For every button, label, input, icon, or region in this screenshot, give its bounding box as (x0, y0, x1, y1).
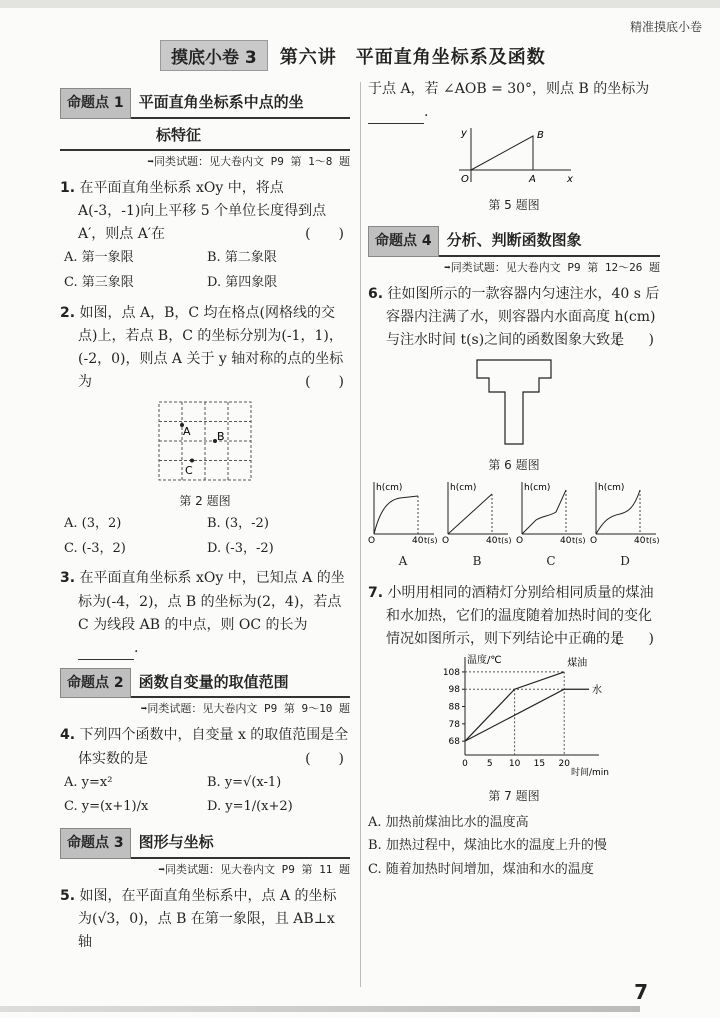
q2-text: 如图，点 A，B，C 均在格点(网格线的交点)上，若点 B，C 的坐标分别为(-1，1)，(-2，0)，则点 A 关于 y 轴对称的点的坐标为 (78, 304, 344, 391)
q4-option-b[interactable]: B. y=√(x-1) (207, 774, 282, 790)
left-column (60, 84, 350, 954)
question-6 (368, 283, 660, 352)
section-3-tag: 命题点 3 (60, 828, 131, 859)
q7-answer-paren[interactable]: ( ) (615, 630, 654, 647)
q4-option-d[interactable]: D. y=1/(x+2) (207, 799, 293, 815)
q5-label-o: O (461, 174, 469, 186)
question-1 (60, 177, 350, 246)
q6-b-origin: O (442, 535, 450, 544)
bottom-strip (0, 1006, 640, 1012)
q1-number: 1. (60, 180, 76, 197)
q6-curve-c (522, 490, 566, 534)
title-row (160, 40, 546, 71)
q6-d-xlabel: t(s) (646, 535, 660, 544)
q3-answer-blank[interactable] (78, 646, 134, 660)
q6-b-tick: 40 (486, 535, 498, 544)
y-tick-label: 98 (448, 685, 460, 696)
section-1-ref: ➡同类试题：见大卷内文 P9 第 1～8 题 (147, 155, 350, 168)
q5-answer-blank[interactable] (368, 110, 424, 124)
q4-option-a[interactable]: A. y=x² (64, 774, 113, 790)
q6-text: 往如图所示的一款容器内匀速注水，40 s 后容器内注满了水，则容器内水面高度 h(cm)与注水时间 t(s)之间的函数图象大致是 (386, 285, 660, 348)
q2-answer-paren[interactable]: ( ) (305, 374, 344, 391)
q5-continued (368, 78, 660, 124)
section-4-header (368, 226, 660, 257)
q6-graph-a (368, 480, 438, 572)
label-c: C (185, 464, 193, 478)
q6-choice-c[interactable]: C (546, 553, 556, 568)
q6-c-xlabel: t(s) (572, 535, 586, 544)
q6-a-origin: O (368, 535, 376, 544)
series-label-1: 水 (592, 685, 602, 697)
q6-answer-paren[interactable]: ( ) (615, 331, 654, 348)
q5-label-a: A (529, 174, 536, 186)
q5-triangle-figure (449, 124, 579, 188)
q4-options (60, 771, 350, 820)
y-tick-label: 88 (448, 702, 460, 713)
q6-choice-d[interactable]: D (620, 553, 630, 568)
q5-end: . (424, 104, 429, 121)
section-4-title: 分析、判断函数图象 (439, 226, 660, 257)
q5-text-a: 如图，在平面直角坐标系中，点 A 的坐标为(√3，0)，点 B 在第一象限，且 AB⊥x 轴 (78, 887, 337, 950)
q5-triangle (471, 136, 533, 170)
q6-d-tick: 40 (634, 535, 646, 544)
q1-option-a[interactable]: A. 第一象限 (64, 250, 134, 266)
q1-options (60, 246, 350, 295)
section-2-header (60, 668, 350, 699)
series-label: 精准摸底小卷 (629, 20, 702, 34)
q6-caption: 第 6 题图 (488, 458, 540, 473)
q6-curve-d (596, 490, 640, 534)
question-4 (60, 724, 350, 770)
q7-caption: 第 7 题图 (488, 789, 540, 804)
x-tick-label: 0 (462, 759, 468, 770)
q5-label-b: B (537, 130, 544, 142)
q3-number: 3. (60, 570, 76, 587)
q5-label-y: y (461, 128, 467, 140)
point-c (190, 459, 194, 463)
q6-graph-b (442, 480, 512, 572)
q7-option-b[interactable]: B. 加热过程中，煤油比水的温度上升的慢 (368, 838, 607, 854)
y-tick-label: 108 (442, 667, 460, 678)
q1-option-c[interactable]: C. 第三象限 (64, 275, 134, 291)
q2-option-a[interactable]: A. (3，2) (64, 516, 122, 532)
q7-temperature-chart (419, 651, 609, 779)
q1-answer-paren[interactable]: ( ) (305, 226, 344, 243)
label-a: A (183, 425, 191, 439)
x-tick-label: 5 (486, 759, 493, 770)
title-box: 摸底小卷 3 (160, 40, 268, 71)
q5-text-b: 于点 A，若 ∠AOB = 30°，则点 B 的坐标为 (368, 81, 650, 97)
q5-caption: 第 5 题图 (488, 198, 540, 213)
q2-option-d[interactable]: D. (-3，-2) (207, 540, 274, 556)
container-shape (469, 356, 559, 448)
q6-a-ylabel: h(cm) (376, 482, 403, 493)
q6-number: 6. (368, 285, 384, 302)
q6-a-tick: 40 (412, 535, 424, 544)
question-5 (60, 885, 350, 954)
section-4-tag: 命题点 4 (368, 226, 439, 257)
q7-option-c[interactable]: C. 随着加热时间增加，煤油和水的温度 (368, 861, 594, 877)
q7-figure (368, 651, 660, 807)
q4-answer-paren[interactable]: ( ) (305, 750, 344, 767)
q6-b-xlabel: t(s) (498, 535, 512, 544)
q6-c-origin: O (516, 535, 524, 544)
q6-graph-c (516, 480, 586, 572)
series-line-1 (465, 689, 589, 741)
x-tick-label: 15 (533, 759, 546, 770)
q4-text: 下列四个函数中，自变量 x 的取值范围是全体实数的是 (78, 727, 349, 767)
section-2-title: 函数自变量的取值范围 (131, 668, 350, 699)
q1-option-b[interactable]: B. 第二象限 (207, 250, 277, 266)
q6-graph-d (590, 480, 660, 572)
q6-graph-d-svg (590, 480, 660, 544)
q6-d-ylabel: h(cm) (598, 482, 625, 493)
q4-number: 4. (60, 727, 76, 744)
q6-c-tick: 40 (560, 535, 572, 544)
label-b: B (217, 430, 225, 444)
q7-text: 小明用相同的酒精灯分别给相同质量的煤油和水加热，它们的温度随着加热时间的变化情况如图所示，则下列结论中正确的是 (386, 584, 654, 647)
q6-d-origin: O (590, 535, 598, 544)
section-3-ref: ➡同类试题：见大卷内文 P9 第 11 题 (158, 862, 350, 876)
q6-b-ylabel: h(cm) (450, 482, 477, 493)
q6-graphs (368, 480, 660, 572)
q6-graph-c-svg (516, 480, 586, 544)
q4-option-c[interactable]: C. y=(x+1)/x (64, 799, 149, 815)
y-axis-label: 温度/℃ (467, 655, 502, 667)
page-title: 第六讲 平面直角坐标系及函数 (279, 46, 546, 68)
q6-graph-b-svg (442, 480, 512, 544)
q6-container-figure (368, 356, 660, 476)
section-4-ref: ➡同类试题：见大卷内文 P9 第 12～26 题 (444, 260, 660, 274)
q7-option-a[interactable]: A. 加热前煤油比水的温度高 (368, 814, 529, 830)
top-strip (0, 0, 720, 8)
column-divider (360, 82, 361, 987)
right-column (368, 78, 660, 881)
q2-options (60, 512, 350, 561)
series-label-0: 煤油 (567, 657, 588, 669)
section-1-header (60, 88, 350, 119)
q5-number: 5. (60, 887, 76, 904)
section-1-title: 平面直角坐标系中点的坐 (131, 88, 350, 119)
question-2 (60, 302, 350, 394)
q2-option-c[interactable]: C. (-3，2) (64, 540, 126, 556)
x-axis-label: 时间/min (571, 768, 609, 779)
x-tick-label: 20 (558, 759, 570, 770)
q3-text: 在平面直角坐标系 xOy 中，已知点 A 的坐标为(-4，2)，点 B 的坐标为(2，4)，若点 C 为线段 AB 的中点，则 OC 的长为 (78, 570, 345, 633)
y-tick-label: 68 (448, 737, 460, 748)
section-3-header (60, 828, 350, 859)
section-3-title: 图形与坐标 (131, 828, 350, 859)
q2-caption: 第 2 题图 (179, 494, 231, 509)
q7-number: 7. (368, 584, 384, 601)
question-7 (368, 582, 660, 651)
q2-figure (60, 398, 350, 512)
section-1-tag: 命题点 1 (60, 88, 131, 119)
x-tick-label: 10 (508, 759, 521, 770)
grid-figure (155, 398, 255, 484)
q1-option-d[interactable]: D. 第四象限 (207, 275, 278, 291)
q6-graph-a-svg (368, 480, 438, 544)
question-3 (60, 567, 350, 659)
section-2-tag: 命题点 2 (60, 668, 131, 699)
q6-a-xlabel: t(s) (424, 535, 438, 544)
q2-number: 2. (60, 304, 76, 321)
q1-text: 在平面直角坐标系 xOy 中，将点 A(-3，-1)向上平移 5 个单位长度得到点 A′，则点 A′在 (78, 180, 327, 243)
q2-option-b[interactable]: B. (3，-2) (207, 516, 269, 532)
q6-curve-b (448, 494, 492, 534)
q6-c-ylabel: h(cm) (524, 482, 551, 493)
section-2-ref: ➡同类试题：见大卷内文 P9 第 9～10 题 (140, 702, 350, 716)
section-1-title-cont: 标特征 (60, 121, 350, 152)
y-tick-label: 78 (448, 719, 460, 730)
q6-choice-b[interactable]: B (472, 553, 482, 568)
page-number: 7 (634, 980, 648, 1004)
q7-options (368, 811, 660, 881)
q5-figure (368, 124, 660, 216)
q6-curve-a (374, 496, 418, 534)
q3-end: . (134, 639, 139, 656)
q6-choice-a[interactable]: A (398, 553, 408, 568)
q5-label-x: x (567, 174, 573, 186)
